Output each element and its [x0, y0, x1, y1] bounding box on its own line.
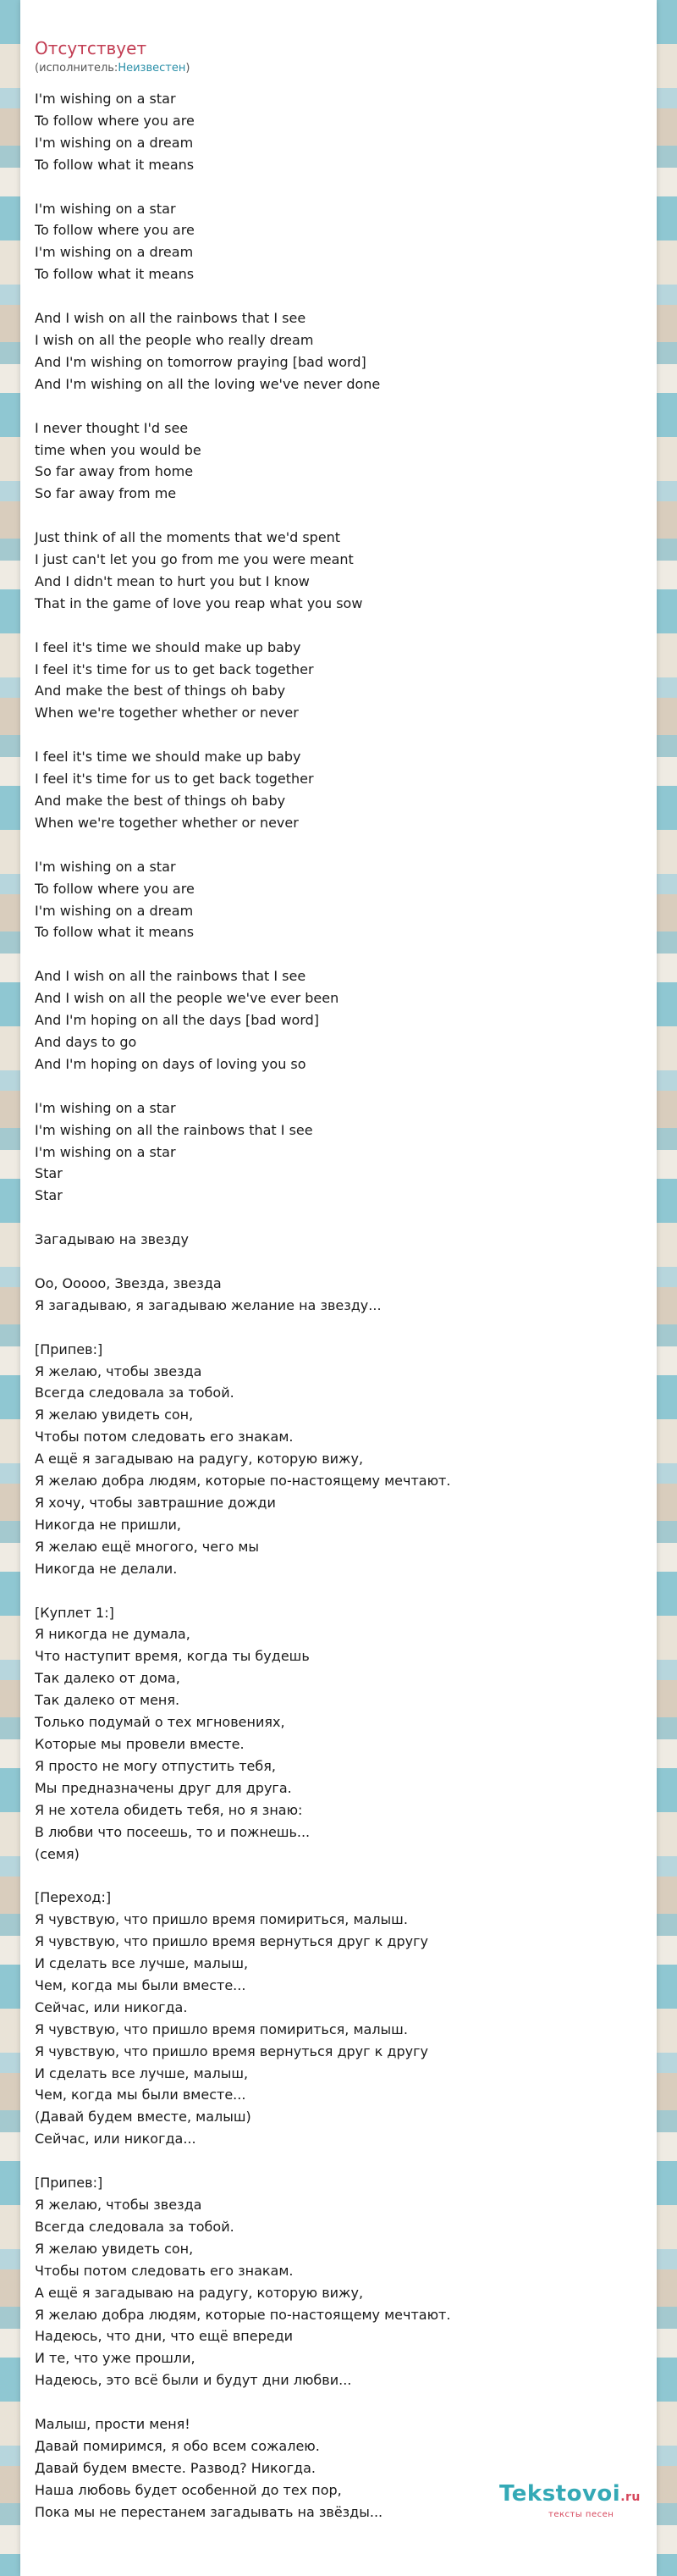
lyrics-sheet — [20, 0, 657, 2576]
artist-line — [35, 61, 190, 76]
artist-link[interactable]: Неизвестен — [118, 62, 186, 75]
site-logo[interactable] — [499, 2481, 669, 2520]
song-header — [35, 37, 190, 76]
logo-tagline: тексты песен — [548, 2510, 614, 2519]
logo-name: Tekstovoi — [499, 2481, 621, 2507]
artist-suffix: ) — [185, 62, 190, 75]
logo-wordmark — [499, 2481, 669, 2510]
logo-domain: .ru — [620, 2490, 641, 2504]
lyrics-text: I'm wishing on a star To follow where you are I'm wishing on a dream To follow what it means I'm wishing on a star To follow where you are I'm wishing on a dream To follow what it means And I wish on all the rainbows that I see I wish on all the people who really dream And I'm wishing on tomorrow praying [bad word] And I'm wishing on all the loving we've never done I never thought I'd see time when you would be So far away from home So far away from me Just think of all the moments that we'd spent I just can't let you go from me you were meant And I didn't mean to hurt you but I know That in the game of love you reap what you sow I feel it's time we should make up baby I feel it's time for us to get back together And make the best of things oh baby When we're together whether or never I feel it's time we should make up baby I feel it's time for us to get back together And make the best of things oh baby When we're together whether or never I'm wishing on a star To follow where you are I'm wishing on a dream To follow what it means And I wish on all the rainbows that I see And I wish on all the people we've ever been And I'm hoping on all the days [bad word] And days to go And I'm hoping on days of loving you so I'm wishing on a star I'm wishing on all the rainbows that I see I'm wishing on a star Star Star Загадываю на звезду Оо, Ооооо, Звезда, звезда Я загадываю, я загадываю желание на звезду... [Припев:] Я желаю, чтобы звезда Всегда следовала за тобой. Я желаю увидеть сон, Чтобы потом следовать его знакам. А ещё я загадываю на радугу, которую вижу, Я желаю добра людям, которые по-настоящему мечтают. Я хочу, чтобы завтрашние дожди Никогда не пришли, Я желаю ещё многого, чего мы Никогда не делали. [Куплет 1:] Я никогда не думала, Что наступит время, когда ты будешь Так далеко от дома, Так далеко от меня. Только подумай о тех мгновениях, Которые мы провели вместе. Я просто не могу отпустить тебя, Мы предназначены друг для друга. Я не хотела обидеть тебя, но я знаю: В любви что посеешь, то и пожнешь... (семя) [Переход:] Я чувствую, что пришло время помириться, малыш. Я чувствую, что пришло время вернуться друг к другу И сделать все лучше, малыш, Чем, когда мы были вместе... Сейчас, или никогда. Я чувствую, что пришло время помириться, малыш. Я чувствую, что пришло время вернуться друг к другу И сделать все лучше, малыш, Чем, когда мы были вместе... (Давай будем вместе, малыш) Сейчас, или никогда... [Припев:] Я желаю, чтобы звезда Всегда следовала за тобой. Я желаю увидеть сон, Чтобы потом следовать его знакам. А ещё я загадываю на радугу, которую вижу, Я желаю добра людям, которые по-настоящему мечтают. Надеюсь, что дни, что ещё впереди И те, что уже прошли, Надеюсь, это всё были и будут дни любви... Малыш, прости меня! Давай помиримся, я обо всем сожалею. Давай будем вместе. Развод? Никогда. Наша любовь будет особенной до тех пор, Пока мы не перестанем загадывать на звёзды... — [35, 91, 451, 2520]
song-title: Отсутствует — [35, 38, 147, 58]
artist-prefix: (исполнитель: — [35, 62, 118, 75]
